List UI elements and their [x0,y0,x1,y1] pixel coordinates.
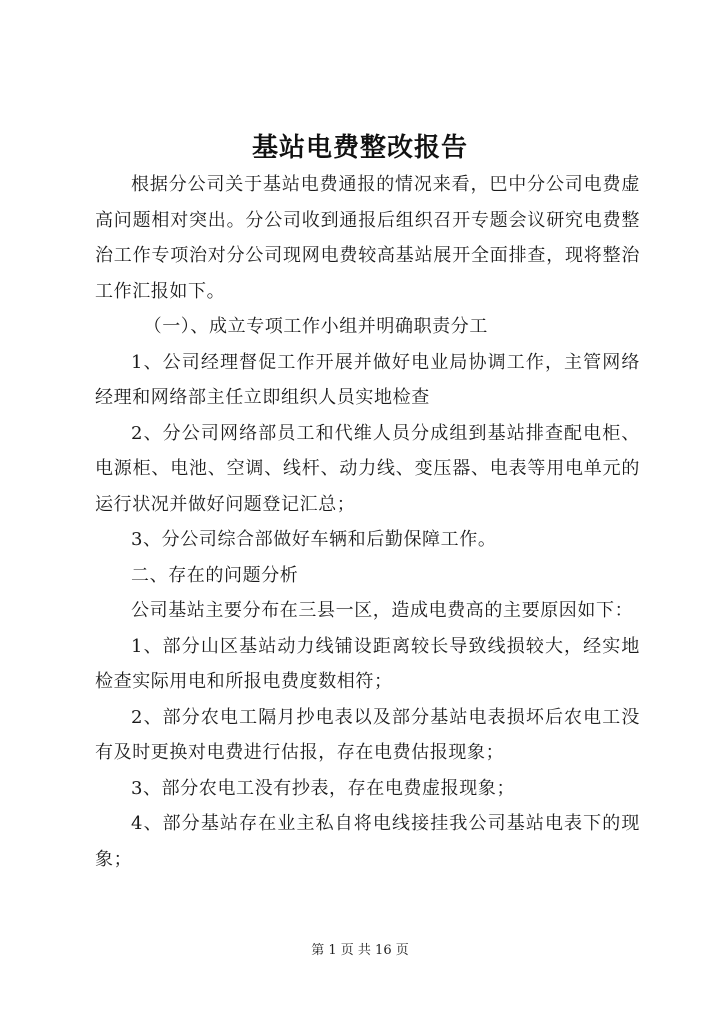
paragraph-item: 2、部分农电工隔月抄电表以及部分基站电表损坏后农电工没有及时更换对电费进行估报，存在电费估报现象； [95,706,640,763]
paragraph-item: 2、分公司网络部员工和代维人员分成组到基站排查配电柜、电源柜、电池、空调、线杆、动力线、变压器、电表等用电单元的运行状况并做好问题登记汇总； [95,422,640,515]
section-heading-2: 二、存在的问题分析 [131,564,299,586]
paragraph-item: 4、部分基站存在业主私自将电线接挂我公司基站电表下的现象； [95,813,640,870]
paragraph-item: 3、分公司综合部做好车辆和后勤保障工作。 [131,529,497,550]
paragraph-item: 3、部分农电工没有抄表，存在电费虚报现象； [131,777,516,799]
page-number: 第 1 页 共 16 页 [311,943,409,958]
document-body [95,167,640,877]
paragraph-item: 公司基站主要分布在三县一区，造成电费高的主要原因如下： [131,600,634,621]
paragraph-intro: 根据分公司关于基站电费通报的情况来看，巴中分公司电费虚高问题相对突出。分公司收到通报后组织召开专题会议研究电费整治工作专项治对分公司现网电费较高基站展开全面排查，现将整治工作汇报如下。 [95,174,640,302]
paragraph-item: 1、公司经理督促工作开展并做好电业局协调工作，主管网络经理和网络部主任立即组织人员实地检查 [95,351,640,408]
document-title: 基站电费整改报告 [251,133,468,163]
section-heading-1: （一）、成立专项工作小组并明确职责分工 [143,316,488,337]
paragraph-item: 1、部分山区基站动力线铺设距离较长导致线损较大，经实地检查实际用电和所报电费度数相符； [95,635,640,692]
